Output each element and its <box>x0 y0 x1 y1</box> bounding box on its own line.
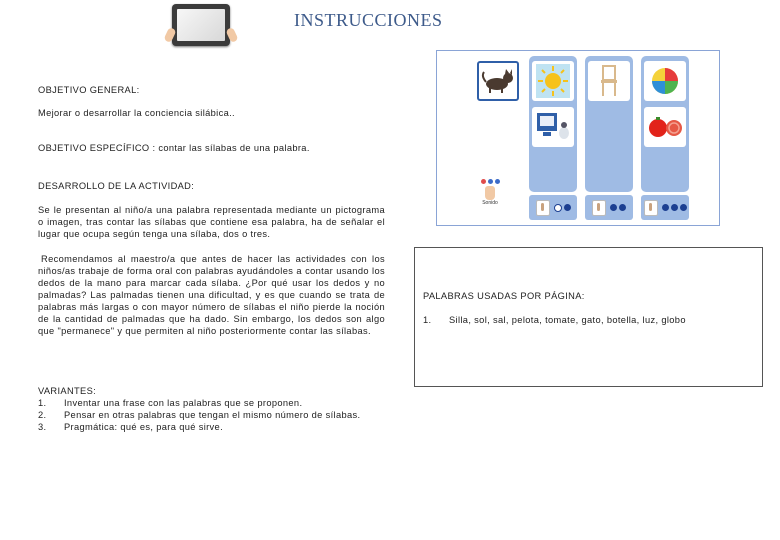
card-pelota[interactable] <box>644 61 686 101</box>
three-syllable-target[interactable] <box>641 195 689 220</box>
computer-icon <box>535 111 571 143</box>
cat-icon <box>481 68 515 94</box>
list-item: 3. Pragmática: qué es, para qué sirve. <box>38 422 224 432</box>
one-syllable-target[interactable] <box>529 195 577 220</box>
tablet-icon <box>172 4 230 46</box>
finger-icon <box>536 200 550 216</box>
sound-control <box>477 179 503 215</box>
finger-icon <box>592 200 606 216</box>
ball-icon <box>649 65 681 97</box>
variantes-label: VARIANTES: <box>38 386 97 396</box>
two-syllable-target[interactable] <box>585 195 633 220</box>
sun-icon <box>536 64 570 98</box>
desarrollo-text: Se le presentan al niño/a una palabra representada mediante un pictograma o imagen, tras contar las sílabas que contiene esa palabra, ha de señalar el lugar que ocupa según tenga una sílaba, dos o tres. <box>38 205 385 239</box>
objetivo-especifico: OBJETIVO ESPECÍFICO : contar las sílabas de una palabra. <box>38 143 310 153</box>
objetivo-general-text: Mejorar o desarrollar la conciencia silábica.. <box>38 108 235 118</box>
list-item: 1. Inventar una frase con las palabras que se proponen. <box>38 398 303 408</box>
page-title: INSTRUCCIONES <box>294 10 443 30</box>
card-silla[interactable] <box>588 61 630 101</box>
list-item: 2. Pensar en otras palabras que tengan el mismo número de sílabas. <box>38 410 361 420</box>
desarrollo-label: DESARROLLO DE LA ACTIVIDAD: <box>38 181 195 191</box>
card-tomate[interactable] <box>644 107 686 147</box>
palabras-box <box>414 247 763 387</box>
palabras-list <box>423 314 686 326</box>
pointing-hand-icon <box>485 186 495 200</box>
palabras-label: PALABRAS USADAS POR PÁGINA: <box>423 291 585 301</box>
chair-icon <box>596 64 622 98</box>
sound-label: Sonido <box>482 200 498 206</box>
finger-icon <box>644 200 658 216</box>
card-ordenador[interactable] <box>532 107 574 147</box>
list-item: 1. Silla, sol, sal, pelota, tomate, gato, botella, luz, globo <box>423 315 686 325</box>
activity-preview <box>436 50 720 226</box>
card-sol[interactable] <box>532 61 574 101</box>
variantes-list <box>38 397 360 433</box>
card-gato[interactable] <box>477 61 519 101</box>
recomendacion-text: Recomendamos al maestro/a que antes de hacer las actividades con los niños/as trabaje de forma oral con palabras ayudándoles a contar usando los dedos de la mano para marcar cada sílaba. ¿Por qué usar los dedos y no palmadas? Las palmadas tienen una dificultad, y es que cuando se trata de palabras más largas o con mayor número de sílabas el niño pierde la noción de la cantidad de palmadas que ha dado. Sin embargo, los dedos son algo que "permanece" y que permiten al niño posteriormente contar las sílabas. <box>38 254 385 336</box>
objetivo-general-label: OBJETIVO GENERAL: <box>38 85 140 95</box>
tomato-icon <box>647 115 683 139</box>
